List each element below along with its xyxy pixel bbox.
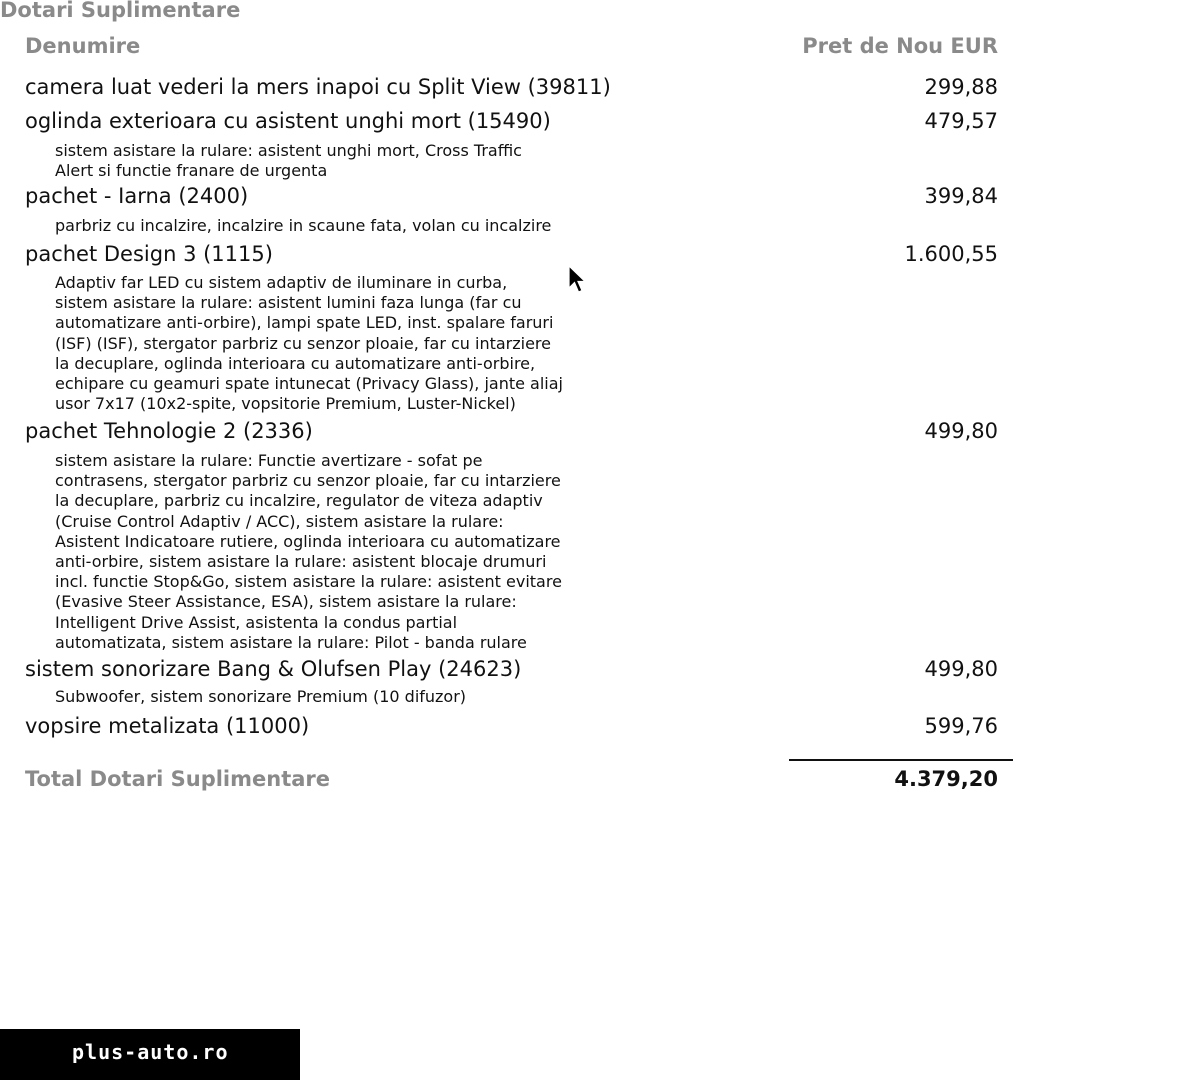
description-line: (Cruise Control Adaptiv / ACC), sistem asistare la rulare:	[55, 511, 504, 531]
section-title: Dotari Suplimentare	[0, 0, 241, 22]
description-line: usor 7x17 (10x2-spite, vopsitorie Premium, Luster-Nickel)	[55, 394, 516, 414]
description-line: automatizare anti-orbire), lampi spate LED, inst. spalare faruri	[55, 313, 554, 333]
footer-brand: plus-auto.ro	[72, 1040, 229, 1064]
column-header-price: Pret de Nou EUR	[802, 34, 998, 58]
description-line: la decuplare, oglinda interioara cu automatizare anti-orbire,	[55, 353, 536, 373]
description-line: la decuplare, parbriz cu incalzire, regulator de viteza adaptiv	[55, 491, 543, 511]
item-description	[55, 451, 575, 653]
item-name: sistem sonorizare Bang & Olufsen Play (24623)	[25, 657, 522, 681]
item-price: 599,76	[924, 714, 998, 738]
item-description	[55, 141, 575, 181]
description-line: Asistent Indicatoare rutiere, oglinda interioara cu automatizare	[55, 531, 561, 551]
halftone-pattern	[300, 1029, 530, 1080]
description-line: automatizata, sistem asistare la rulare: Pilot - banda rulare	[55, 632, 527, 652]
item-name: vopsire metalizata (11000)	[25, 714, 310, 738]
item-description	[55, 273, 575, 414]
total-divider	[789, 759, 1013, 761]
item-price: 499,80	[924, 657, 998, 681]
item-price: 499,80	[924, 419, 998, 443]
description-line: (ISF) (ISF), stergator parbriz cu senzor ploaie, far cu intarziere	[55, 333, 551, 353]
total-label: Total Dotari Suplimentare	[25, 767, 331, 791]
item-price: 1.600,55	[904, 242, 998, 266]
description-line: sistem asistare la rulare: asistent lumini faza lunga (far cu	[55, 293, 522, 313]
item-name: pachet Design 3 (1115)	[25, 242, 273, 266]
item-name: camera luat vederi la mers inapoi cu Split View (39811)	[25, 75, 611, 99]
item-description	[55, 687, 575, 707]
description-line: incl. functie Stop&Go, sistem asistare la rulare: asistent evitare	[55, 572, 562, 592]
description-line: anti-orbire, sistem asistare la rulare: asistent blocaje drumuri	[55, 552, 547, 572]
item-name: oglinda exterioara cu asistent unghi mort (15490)	[25, 109, 551, 133]
description-line: sistem asistare la rulare: Functie avertizare - sofat pe	[55, 451, 483, 470]
item-name: pachet - Iarna (2400)	[25, 184, 249, 208]
item-price: 299,88	[924, 75, 998, 99]
description-line: Subwoofer, sistem sonorizare Premium (10 difuzor)	[55, 687, 467, 706]
description-line: contrasens, stergator parbriz cu senzor ploaie, far cu intarziere	[55, 471, 561, 491]
column-header-name: Denumire	[25, 34, 141, 58]
item-price: 479,57	[924, 109, 998, 133]
item-description	[55, 216, 575, 236]
total-value: 4.379,20	[894, 767, 998, 791]
description-line: Adaptiv far LED cu sistem adaptiv de iluminare in curba,	[55, 273, 508, 292]
description-line: echipare cu geamuri spate intunecat (Privacy Glass), jante aliaj	[55, 374, 563, 394]
description-line: sistem asistare la rulare: asistent unghi mort, Cross Traffic	[55, 141, 522, 160]
description-line: Alert si functie franare de urgenta	[55, 161, 328, 181]
description-line: (Evasive Steer Assistance, ESA), sistem asistare la rulare:	[55, 592, 517, 612]
item-price: 399,84	[924, 184, 998, 208]
description-line: parbriz cu incalzire, incalzire in scaune fata, volan cu incalzire	[55, 216, 552, 235]
item-name: pachet Tehnologie 2 (2336)	[25, 419, 313, 443]
mouse-pointer-icon	[568, 265, 588, 295]
description-line: Intelligent Drive Assist, asistenta la condus partial	[55, 612, 458, 632]
